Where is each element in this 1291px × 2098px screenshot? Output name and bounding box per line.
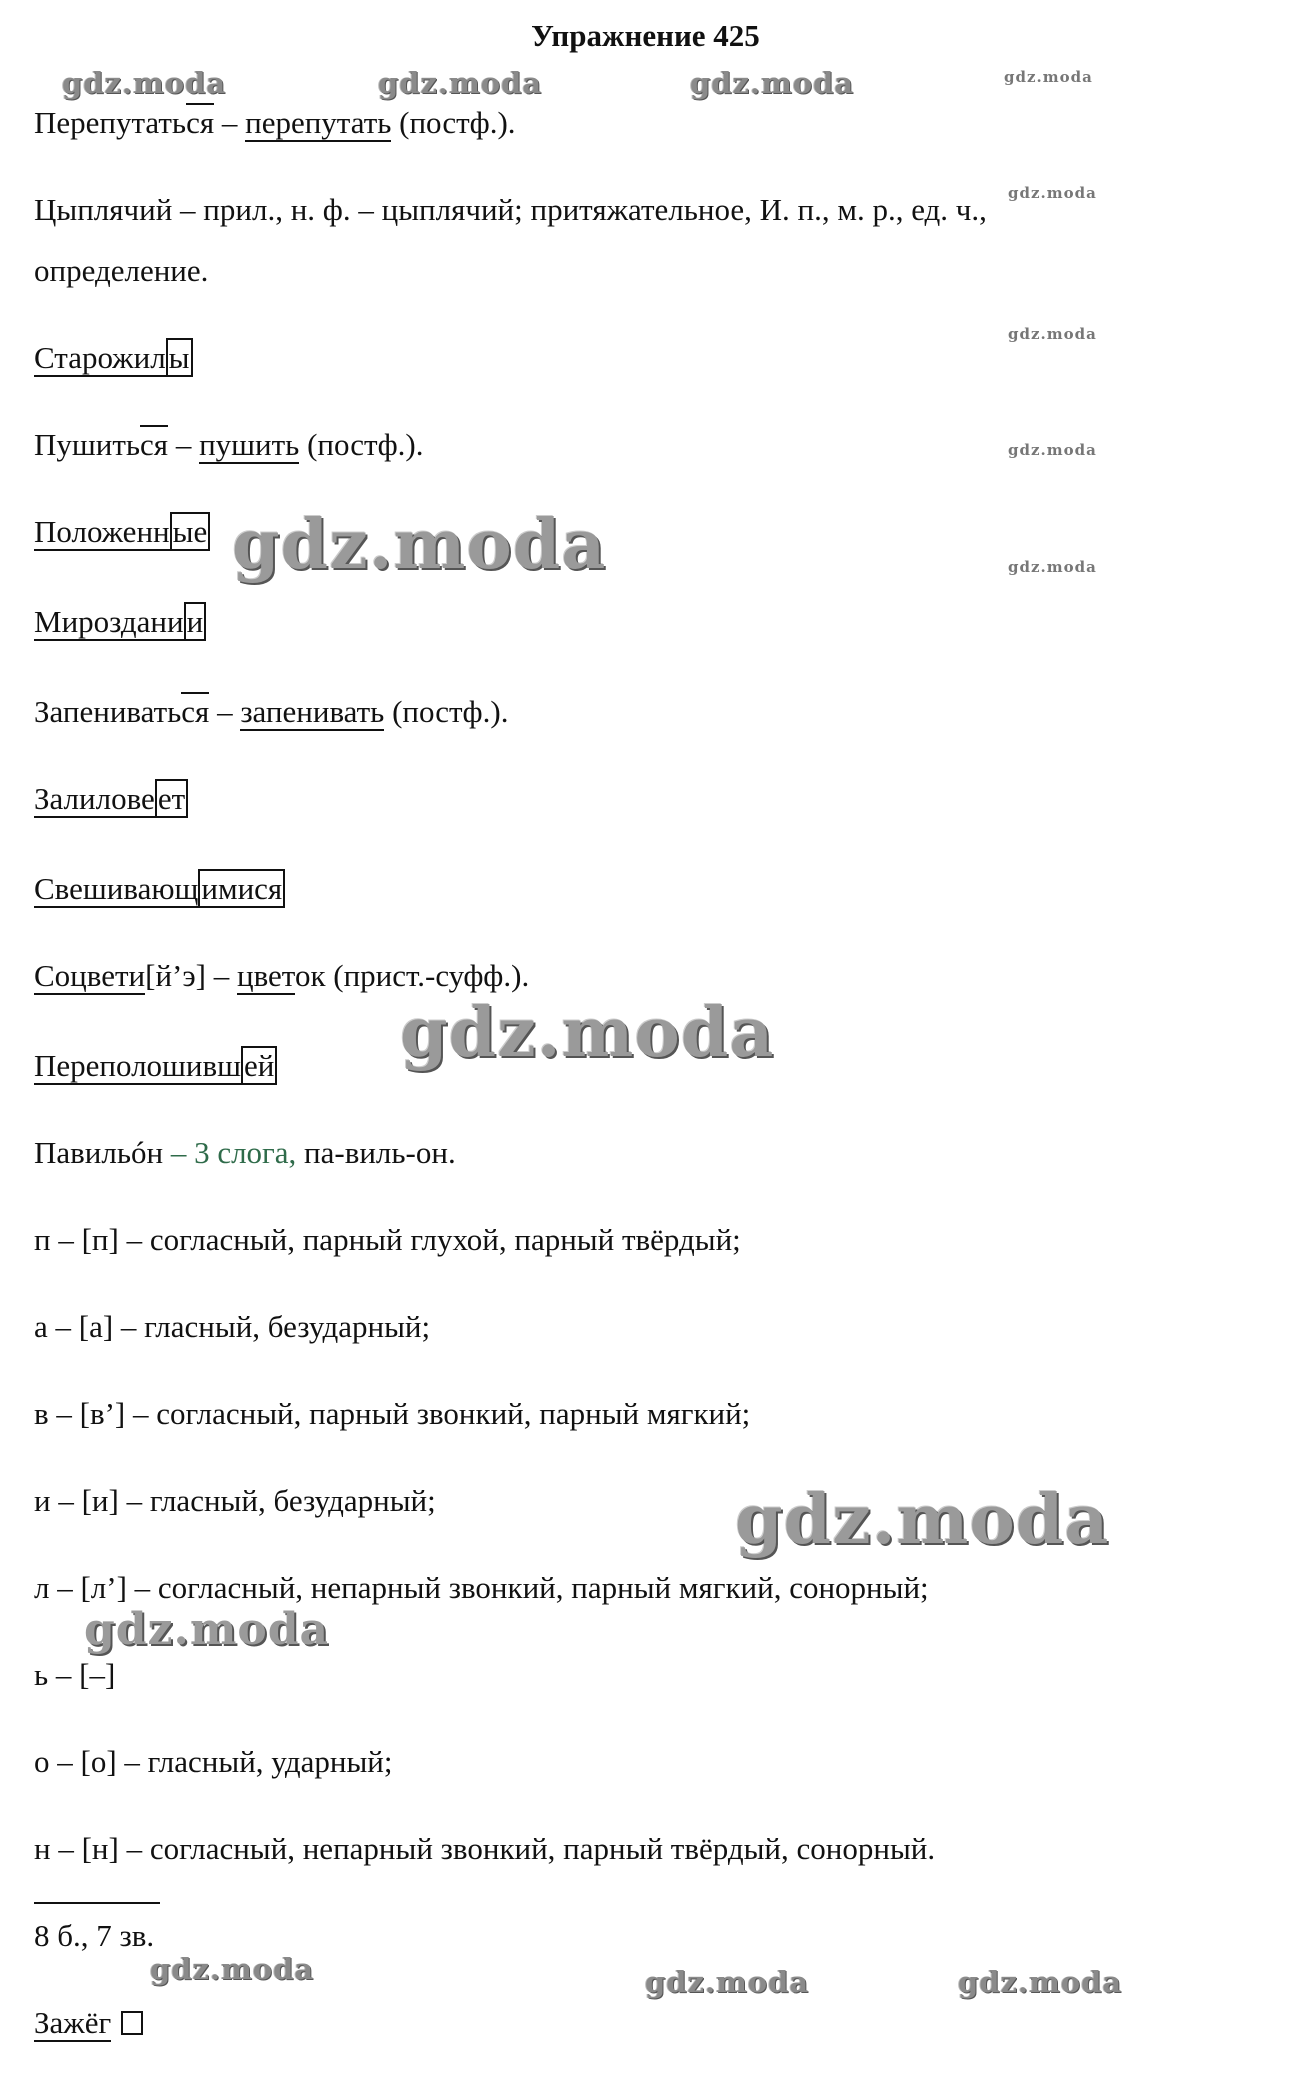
watermark: gdz.moda (1008, 441, 1097, 459)
word-line-10: Свешивающимися (34, 869, 285, 909)
phonetic-line-soft-sign: ь – [–] (34, 1657, 116, 1692)
phonetic-line-a: а – [а] – гласный, безударный; (34, 1309, 431, 1344)
phonetic-header: Павильóн – 3 слога, па-виль-он. (34, 1135, 456, 1170)
watermark: gdz.moda (1004, 68, 1093, 86)
watermark: gdz.moda (62, 66, 227, 100)
phonetic-line-o: о – [о] – гласный, ударный; (34, 1744, 393, 1779)
summary-divider (34, 1902, 160, 1904)
word-line-5: Пушиться – пушить (постф.). (34, 427, 424, 462)
phonetic-line-l: л – [л’] – согласный, непарный звонкий, парный мягкий, сонорный; (34, 1570, 929, 1605)
word-line-9: Залиловеет (34, 779, 188, 819)
letters-sounds-count: 8 б., 7 зв. (34, 1918, 155, 1953)
word-line-12: Переполошившей (34, 1046, 277, 1086)
word-line-last: Зажёг (34, 2003, 143, 2043)
watermark: gdz.moda (400, 993, 775, 1073)
watermark: gdz.moda (150, 1952, 315, 1986)
phonetic-line-v: в – [в’] – согласный, парный звонкий, парный мягкий; (34, 1396, 751, 1431)
word-line-1: Перепутаться – перепутать (постф.). (34, 105, 516, 140)
watermark: gdz.moda (1008, 184, 1097, 202)
watermark: gdz.moda (1008, 558, 1097, 576)
morph-analysis-line: Цыплячий – прил., н. ф. – цыплячий; притяжательное, И. п., м. р., ед. ч., (34, 192, 987, 227)
morph-analysis-line-2: определение. (34, 253, 209, 288)
phonetic-line-p: п – [п] – согласный, парный глухой, парный твёрдый; (34, 1222, 741, 1257)
word-line-6: Положенные (34, 512, 210, 552)
word-line-4: Старожилы (34, 338, 193, 378)
watermark: gdz.moda (84, 1604, 330, 1655)
page-title: Упражнение 425 (531, 18, 760, 53)
watermark: gdz.moda (232, 505, 607, 585)
watermark: gdz.moda (735, 1480, 1110, 1560)
word-line-7: Мироздании (34, 602, 206, 642)
empty-ending-box (121, 2011, 143, 2035)
watermark: gdz.moda (378, 66, 543, 100)
phonetic-line-n: н – [н] – согласный, непарный звонкий, парный твёрдый, сонорный. (34, 1831, 936, 1866)
phonetic-line-i: и – [и] – гласный, безударный; (34, 1483, 436, 1518)
word-line-11: Соцвети[й’э] – цветок (прист.-суфф.). (34, 958, 530, 993)
watermark: gdz.moda (690, 66, 855, 100)
word-line-8: Запениваться – запенивать (постф.). (34, 694, 509, 729)
watermark: gdz.moda (958, 1965, 1123, 1999)
watermark: gdz.moda (645, 1965, 810, 1999)
watermark: gdz.moda (1008, 325, 1097, 343)
